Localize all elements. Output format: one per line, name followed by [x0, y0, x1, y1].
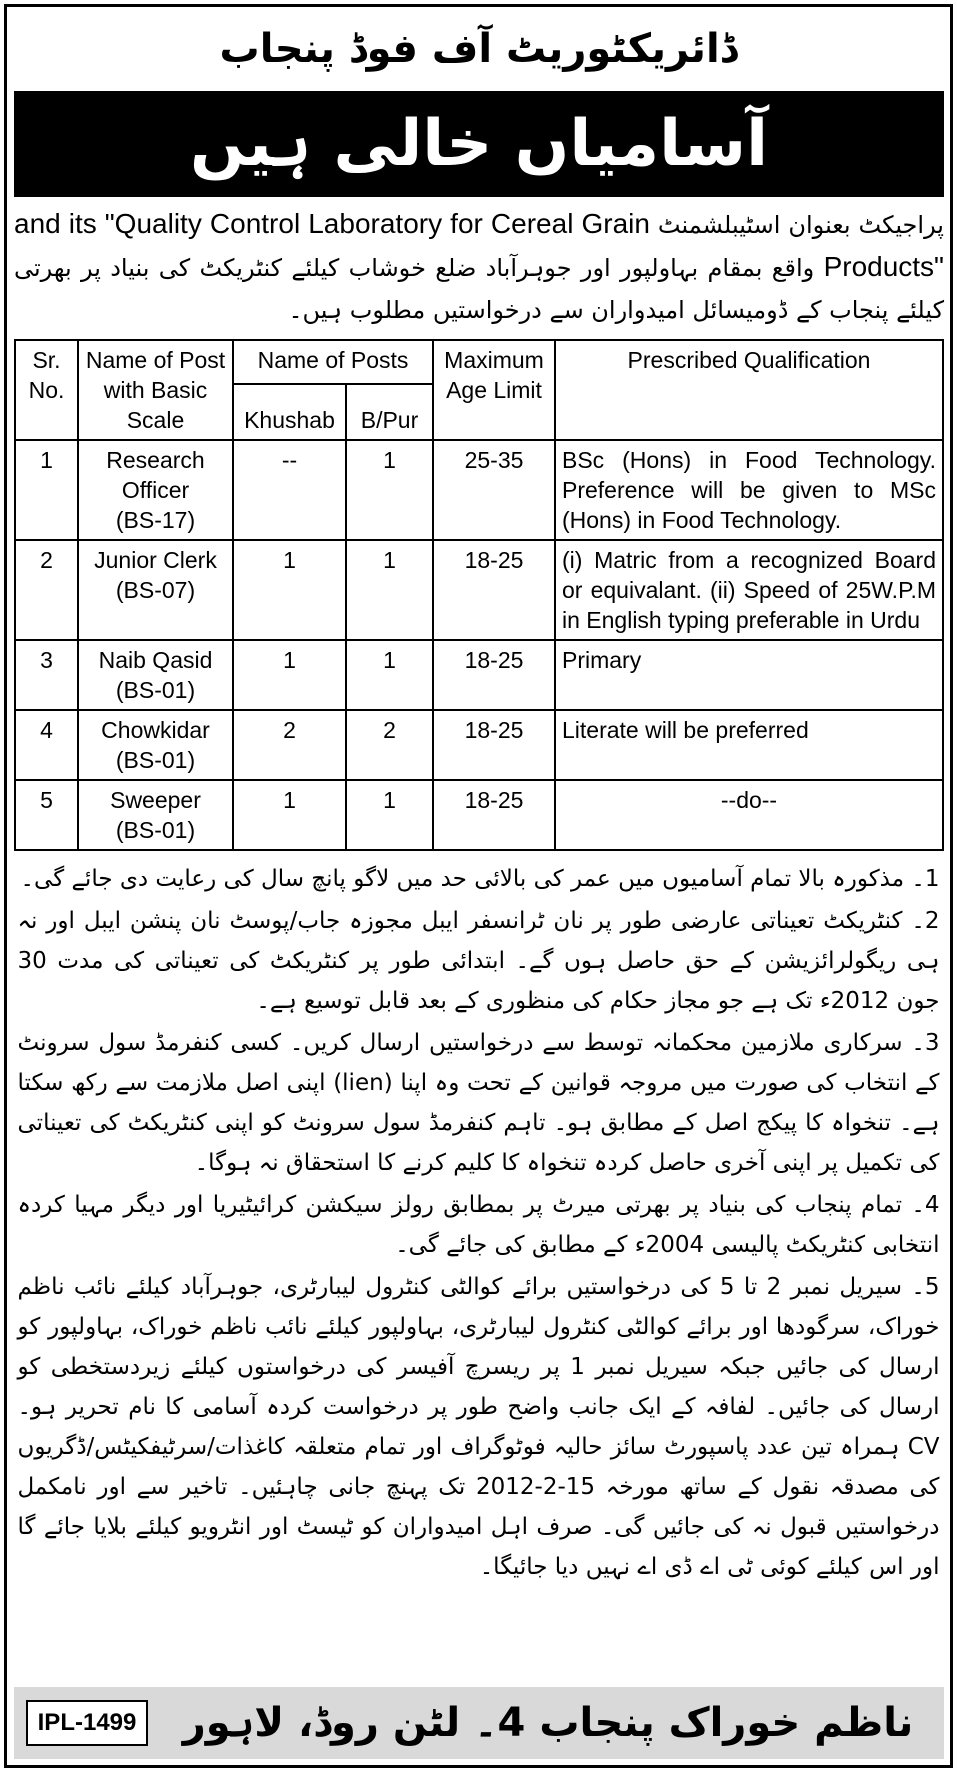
row-qualification: BSc (Hons) in Food Technology. Preference will be given to MSc (Hons) in Food Technology. [555, 440, 943, 540]
intro-urdu-1: پراجیکٹ بعنوان اسٹیبلشمنٹ [657, 211, 944, 239]
row-sr: 1 [15, 440, 78, 540]
ad-border [4, 4, 953, 1768]
row-qualification: Literate will be preferred [555, 710, 943, 780]
row-qualification: (i) Matric from a recognized Board or equivalant. (ii) Speed of 25W.P.M in English typing preferable in Urdu [555, 540, 943, 640]
condition-5: 5۔ سیریل نمبر 2 تا 5 کی درخواستیں برائے کوالٹی کنٹرول لیبارٹری، جوہرآباد کیلئے نائب ناظم خوراک، سرگودھا اور برائے کوالٹی کنٹرول لیبارٹری، بہاولپور کیلئے نائب ناظم خوراک، بہاولپور کو ارسال کی جائیں جبکہ سیریل نمبر 1 پر ریسرچ آفیسر کی درخواستوں کیلئے زیردستخطی کو ارسال کی جائیں۔ لفافہ کے ایک جانب واضح طور پر درخواست کردہ آسامی کا نام تحریر ہو۔ CV ہمراہ تین عدد پاسپورٹ سائز حالیہ فوٹوگراف اور تمام متعلقہ کاغذات/سرٹیفکیٹس/ڈگریوں کی مصدقہ نقول کے ساتھ مورخہ 15-2-2012 تک پہنچ جانی چاہئیں۔ تاخیر سے اور نامکمل درخواستیں قبول نہ کی جائیں گی۔ صرف اہل امیدواران کو ٹیسٹ اور انٹرویو کیلئے بلایا جائے گا اور اس کیلئے کوئی ٹی اے ڈی اے نہیں دیا جائیگا۔ [17, 1274, 940, 1580]
header-posts: Name of Posts [233, 340, 433, 384]
post-name: Naib Qasid [98, 647, 213, 673]
row-khushab: 1 [233, 640, 346, 710]
row-sr: 2 [15, 540, 78, 640]
intro-urdu-2: واقع بمقام بہاولپور اور جوہرآباد ضلع خوشاب کیلئے کنٹریکٹ کی بنیاد پر بھرتی کیلئے پنجاب کے ڈومیسائل امیدواران سے درخواستیں مطلوب ہیں۔ [14, 254, 944, 324]
header-qualification: Prescribed Qualification [555, 340, 943, 440]
row-age: 18-25 [433, 780, 555, 850]
row-post [78, 440, 233, 540]
post-name: Chowkidar [101, 717, 210, 743]
row-age: 18-25 [433, 640, 555, 710]
post-scale: (BS-07) [115, 577, 196, 603]
post-scale: (BS-17) [115, 507, 196, 533]
row-bpur: 1 [346, 540, 433, 640]
post-scale: (BS-01) [115, 677, 196, 703]
row-qualification: --do-- [555, 780, 943, 850]
condition-4: 4۔ تمام پنجاب کی بنیاد پر بھرتی میرٹ پر بمطابق رولز سیکشن کرائیٹیریا اور دیگر مہیا کردہ انتخابی کنٹریکٹ پالیسی 2004ء کے مطابق کی جائے گی۔ [17, 1192, 940, 1258]
row-post [78, 540, 233, 640]
header-bpur: B/Pur [346, 384, 433, 440]
header-age: Maximum Age Limit [433, 340, 555, 440]
row-sr: 3 [15, 640, 78, 710]
vacancies-table [14, 339, 944, 851]
condition-2: 2۔ کنٹریکٹ تعیناتی عارضی طور پر نان ٹرانسفر ایبل مجوزہ جاب/پوسٹ نان پنشن ایبل اور نہ ہی ریگولرائزیشن کے حق حاصل ہوں گے۔ ابتدائی طور پر کنٹریکٹ کی تعیناتی کی مدت 30 جون 2012ء تک ہے جو مجاز حکام کی منظوری کے بعد قابل توسیع ہے۔ [17, 908, 940, 1014]
post-scale: (BS-01) [115, 817, 196, 843]
condition-1: 1۔ مذکورہ بالا تمام آسامیوں میں عمر کی بالائی حد میں لاگو پانچ سال کی رعایت دی جائے گی۔ [20, 866, 940, 892]
post-name: Sweeper [110, 787, 201, 813]
condition-3: 3۔ سرکاری ملازمین محکمانہ توسط سے درخواستیں ارسال کریں۔ کسی کنفرمڈ سول سرونٹ کے انتخاب کی صورت میں مروجہ قوانین کے تحت وہ اپنا (lien) اپنی اصل ملازمت سے رکھ سکتا ہے۔ تنخواہ کا پیکج اصل کے مطابق ہو۔ تاہم کنفرمڈ سول سرونٹ کو اپنی کنٹریکٹ کی تعیناتی کی تکمیل پر اپنی آخری حاصل کردہ تنخواہ کا کلیم کرنے کا استحقاق نہ ہوگا۔ [17, 1030, 940, 1176]
project-name-1: "Quality Control Laboratory for Cereal Grain [104, 208, 650, 239]
conditions-list [18, 859, 940, 1679]
post-name: Junior Clerk [94, 547, 217, 573]
row-khushab: -- [233, 440, 346, 540]
row-khushab: 1 [233, 780, 346, 850]
office-address: ناظم خوراک پنجاب 4۔ لٹن روڈ، لاہور [182, 1700, 914, 1746]
row-khushab: 2 [233, 710, 346, 780]
row-sr: 4 [15, 710, 78, 780]
footer-bar [14, 1687, 944, 1759]
table-row [15, 540, 943, 640]
row-bpur: 1 [346, 780, 433, 850]
header-khushab: Khushab [233, 384, 346, 440]
row-post [78, 640, 233, 710]
post-name: Research Officer [106, 447, 205, 503]
table-row [15, 780, 943, 850]
post-scale: (BS-01) [115, 747, 196, 773]
department-title: ڈائریکٹوریٹ آف فوڈ پنجاب [219, 26, 738, 72]
row-post [78, 780, 233, 850]
project-name-2: and its Products" [14, 208, 944, 282]
table-row [15, 440, 943, 540]
row-sr: 5 [15, 780, 78, 850]
intro-paragraph [14, 203, 944, 331]
row-age: 18-25 [433, 540, 555, 640]
header-sr: Sr. No. [15, 340, 78, 440]
row-qualification: Primary [555, 640, 943, 710]
vacancies-banner: آسامیاں خالی ہیں [14, 91, 944, 197]
row-bpur: 1 [346, 440, 433, 540]
ad-code: IPL-1499 [26, 1700, 148, 1746]
row-khushab: 1 [233, 540, 346, 640]
row-bpur: 2 [346, 710, 433, 780]
header-post-name: Name of Post with Basic Scale [78, 340, 233, 440]
table-row [15, 640, 943, 710]
row-age: 25-35 [433, 440, 555, 540]
table-row [15, 710, 943, 780]
row-bpur: 1 [346, 640, 433, 710]
row-post [78, 710, 233, 780]
row-age: 18-25 [433, 710, 555, 780]
